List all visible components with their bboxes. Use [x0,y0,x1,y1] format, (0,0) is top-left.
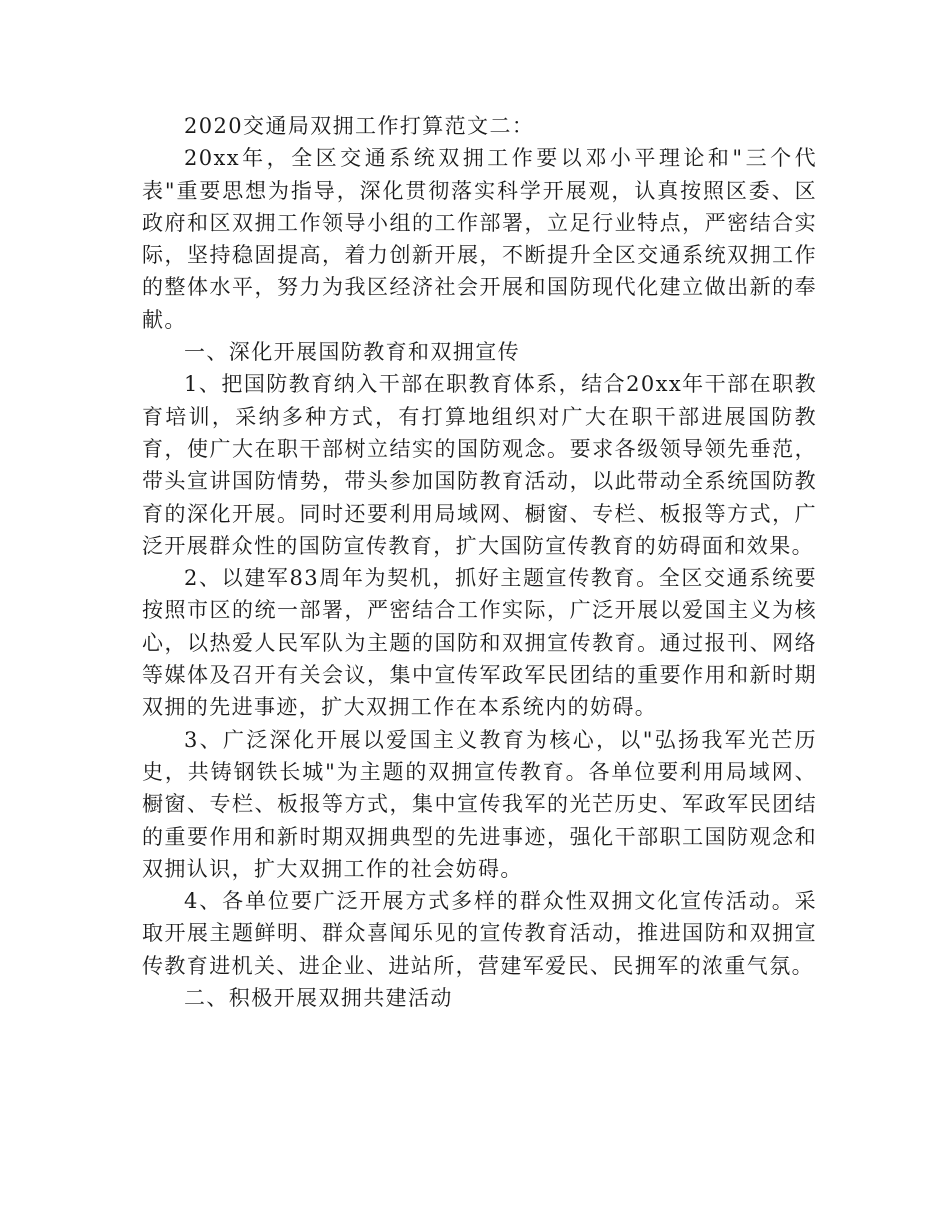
paragraph-intro: 20xx年，全区交通系统双拥工作要以邓小平理论和"三个代表"重要思想为指导，深化贯彻落实科学开展观，认真按照区委、区政府和区双拥工作领导小组的工作部署，立足行业特点，严密结合实际，坚持稳固提高，着力创新开展，不断提升全区交通系统双拥工作的整体水平，努力为我区经济社会开展和国防现代化建立做出新的奉献。 [142,146,817,332]
paragraph-item-2: 2、以建军83周年为契机，抓好主题宣传教育。全区交通系统要按照市区的统一部署，严密结合工作实际，广泛开展以爱国主义为核心，以热爱人民军队为主题的国防和双拥宣传教育。通过报刊、网络等媒体及召开有关会议，集中宣传军政军民团结的重要作用和新时期双拥的先进事迹，扩大双拥工作在本系统内的妨碍。 [142,566,817,720]
section-heading-2: 二、积极开展双拥共建活动 [184,986,453,1011]
document-title: 2020交通局双拥工作打算范文二： [184,114,535,138]
paragraph-item-1: 1、把国防教育纳入干部在职教育体系，结合20xx年干部在职教育培训，采纳多种方式，有打算地组织对广大在职干部进展国防教育，使广大在职干部树立结实的国防观念。要求各级领导领先垂范，带头宣讲国防情势，带头参加国防教育活动，以此带动全系统国防教育的深化开展。同时还要利用局域网、橱窗、专栏、板报等方式，广泛开展群众性的国防宣传教育，扩大国防宣传教育的妨碍面和效果。 [142,372,817,558]
paragraph-item-4: 4、各单位要广泛开展方式多样的群众性双拥文化宣传活动。采取开展主题鲜明、群众喜闻乐见的宣传教育活动，推进国防和双拥宣传教育进机关、进企业、进站所，营建军爱民、民拥军的浓重气氛。 [142,889,817,978]
section-heading-1: 一、深化开展国防教育和双拥宣传 [184,340,520,365]
paragraph-item-3: 3、广泛深化开展以爱国主义教育为核心，以"弘扬我军光芒历史，共铸钢铁长城"为主题的双拥宣传教育。各单位要利用局域网、橱窗、专栏、板报等方式，集中宣传我军的光芒历史、军政军民团结的重要作用和新时期双拥典型的先进事迹，强化干部职工国防观念和双拥认识，扩大双拥工作的社会妨碍。 [142,727,817,881]
